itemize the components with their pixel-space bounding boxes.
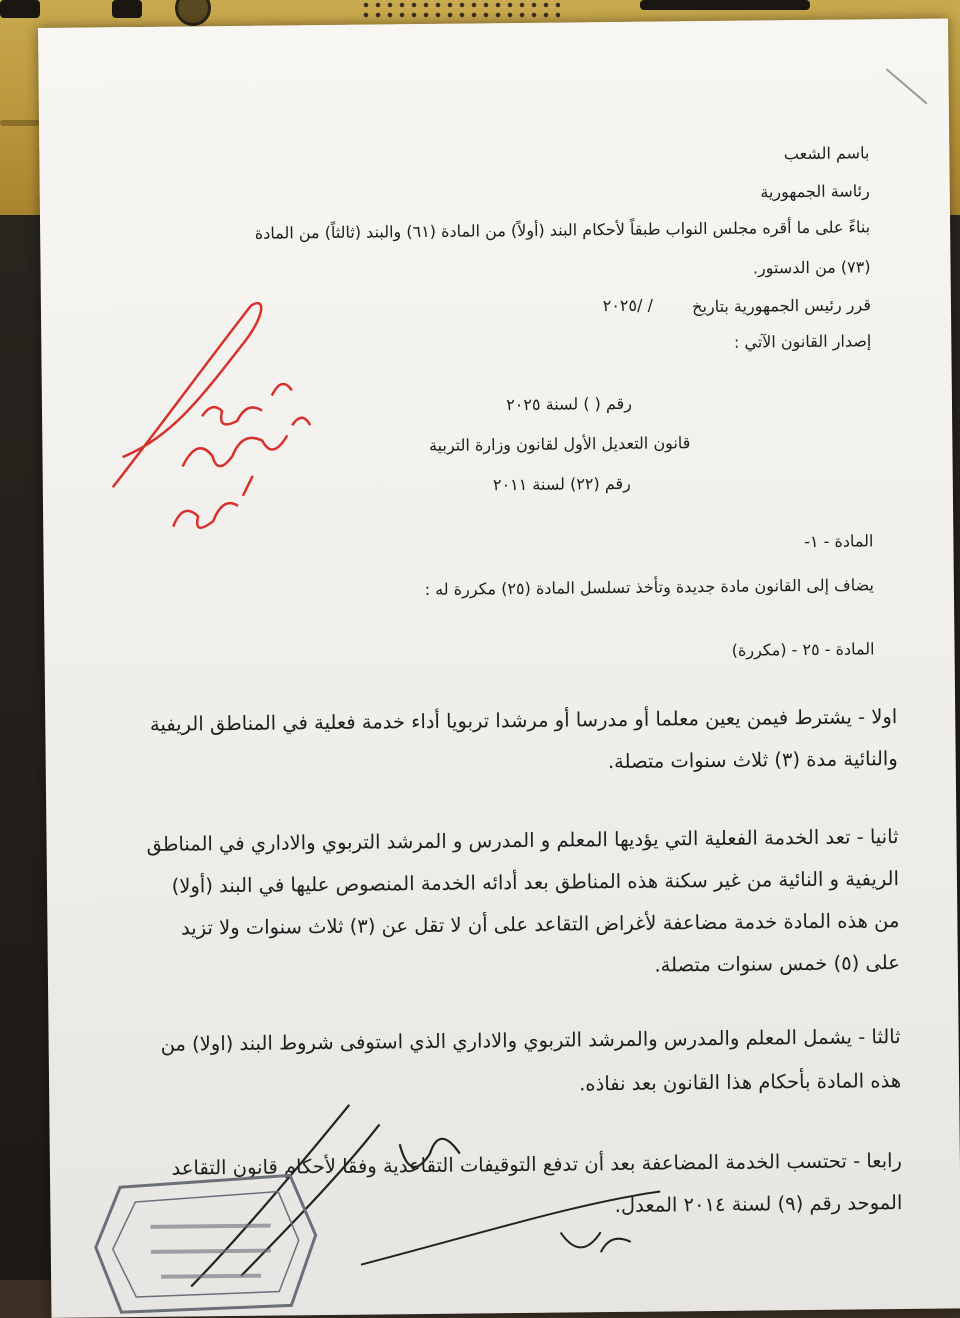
article25-heading: المادة - ٢٥ - (مكررة) bbox=[731, 639, 875, 660]
clause-third-line1: ثالثا - يشمل المعلم والمدرس والمرشد التربوي والاداري الذي استوفى شروط البند (اولا) من bbox=[160, 1025, 901, 1056]
clause-fourth-line1: رابعا - تحتسب الخدمة المضاعفة بعد أن تدفع التوقيفات التقاعدية وفقا لأحكام قانون التقاعد bbox=[171, 1149, 903, 1180]
speaker-grill bbox=[360, 0, 560, 22]
panel-strip bbox=[0, 120, 40, 126]
header-decided: قرر رئيس الجمهورية بتاريخ bbox=[692, 295, 872, 317]
header-issuance: إصدار القانون الآتي : bbox=[733, 331, 872, 352]
article1-heading: المادة - ١- bbox=[804, 531, 874, 552]
law-number: رقم ( ) لسنة ٢٠٢٥ bbox=[506, 393, 633, 415]
staple-mark bbox=[878, 59, 939, 110]
panel-slot-left bbox=[0, 0, 40, 18]
header-presidency: رئاسة الجمهورية bbox=[760, 181, 870, 202]
clause-fourth-line2: الموحد رقم (٩) لسنة ٢٠١٤ المعدل. bbox=[614, 1191, 903, 1218]
panel-slot bbox=[112, 0, 142, 18]
header-decided-date: / /٢٠٢٥ bbox=[602, 295, 654, 316]
law-reference: رقم (٢٢) لسنة ٢٠١١ bbox=[492, 473, 631, 495]
law-title: قانون التعديل الأول لقانون وزارة التربية bbox=[428, 433, 691, 455]
clause-third-line2: هذه المادة بأحكام هذا القانون بعد نفاذه. bbox=[579, 1069, 902, 1096]
clause-first-line2: والنائية مدة (٣) ثلاث سنوات متصلة. bbox=[607, 747, 898, 774]
article1-text: يضاف إلى القانون مادة جديدة وتأخذ تسلسل المادة (٢٥) مكررة له : bbox=[424, 575, 874, 599]
document-page bbox=[38, 18, 960, 1317]
clause-second-line3: من هذه المادة خدمة مضاعفة لأغراض التقاعد على أن لا تقل عن (٣) ثلاث سنوات ولا تزيد bbox=[180, 909, 900, 940]
clause-second-line1: ثانيا - تعد الخدمة الفعلية التي يؤديها المعلم و المدرس و المرشد التربوي والاداري في المناطق bbox=[146, 825, 899, 856]
official-stamp bbox=[90, 1165, 322, 1317]
clause-first-line1: اولا - يشترط فيمن يعين معلما أو مدرسا أو مرشدا تربويا أداء خدمة فعلية في المناطق الريفية bbox=[149, 705, 898, 736]
panel-knob bbox=[175, 0, 211, 26]
header-based-on-line1: بناءً على ما أقره مجلس النواب طبقاً لأحكام البند (أولاً) من المادة (٦١) والبند (ثالثاً) من المادة bbox=[254, 217, 871, 243]
panel-display bbox=[640, 0, 810, 10]
red-handwritten-note bbox=[91, 295, 334, 557]
header-in-the-name: باسم الشعب bbox=[783, 143, 870, 164]
header-based-on-line2: (٧٣) من الدستور. bbox=[752, 257, 871, 278]
clause-second-line4: على (٥) خمس سنوات متصلة. bbox=[654, 951, 900, 977]
clause-second-line2: الريفية و النائية من غير سكنة هذه المناطق بعد أدائه الخدمة المنصوص عليها في البند (أولا) bbox=[171, 867, 900, 898]
